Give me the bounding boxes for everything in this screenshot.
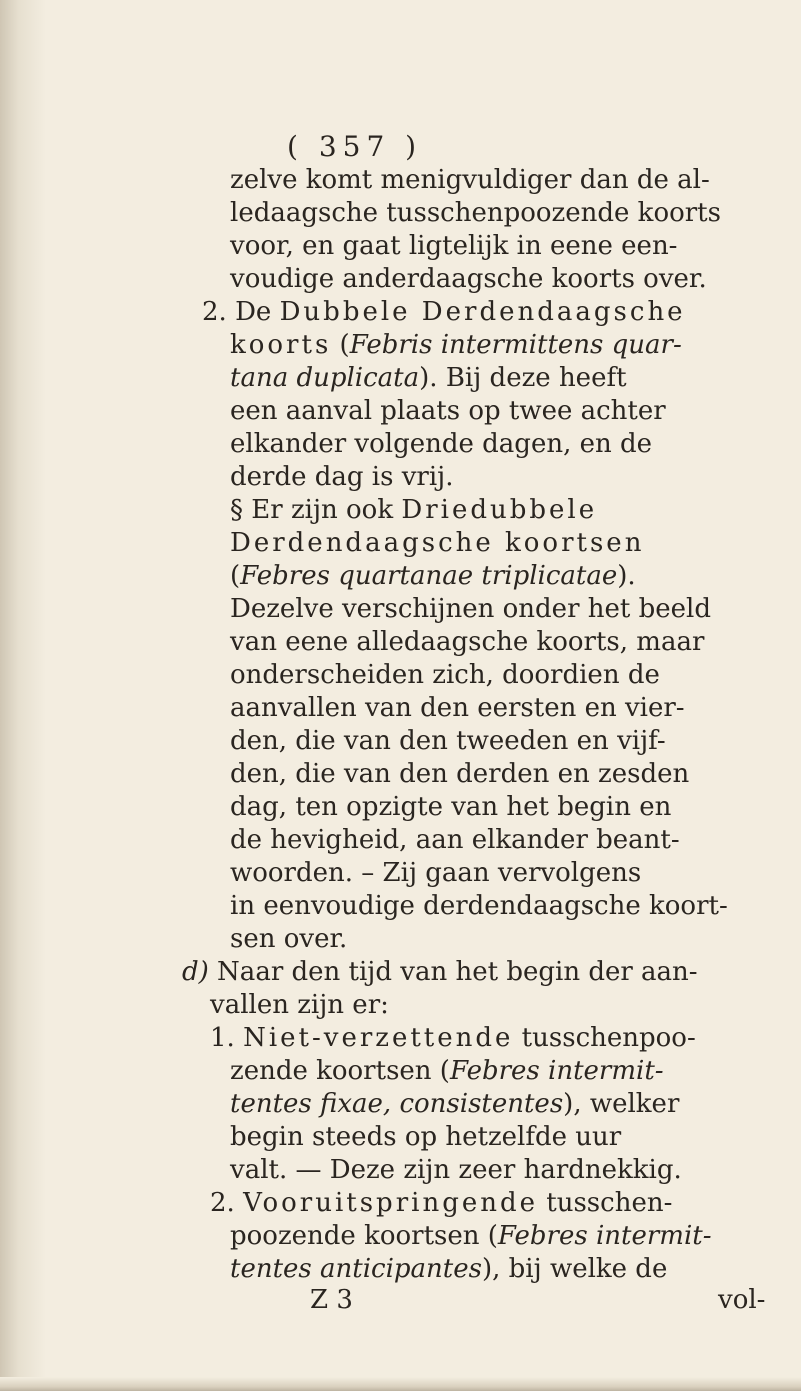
text-line: een aanval plaats op twee achter: [230, 396, 666, 426]
text-line: aanvallen van den eersten en vier-: [230, 693, 685, 723]
text-line: in eenvoudige derdendaagsche koort-: [230, 891, 728, 921]
text-line: van eene alledaagsche koorts, maar: [230, 627, 705, 657]
signature-mark: Z 3: [310, 1285, 353, 1315]
text-line: 2. De Dubbele Derdendaagsche: [202, 297, 686, 327]
page-edge: [0, 1377, 801, 1391]
text-line: woorden. – Zij gaan vervolgens: [230, 858, 642, 888]
text-line: koorts (Febris intermittens quar-: [230, 330, 682, 360]
text-line: voor, en gaat ligtelijk in eene een-: [230, 231, 678, 261]
text-line: den, die van den derden en zesden: [230, 759, 690, 789]
text-line: 1. Niet-verzettende tusschenpoo-: [210, 1023, 696, 1053]
page-gutter: [0, 0, 46, 1391]
text-line: begin steeds op hetzelfde uur: [230, 1122, 622, 1152]
text-line: zende koortsen (Febres intermit-: [230, 1056, 664, 1086]
catchword: vol-: [718, 1285, 766, 1315]
text-line: derde dag is vrij.: [230, 462, 454, 492]
text-line: (Febres quartanae triplicatae).: [230, 561, 636, 591]
text-line: ledaagsche tusschenpoozende koorts: [230, 198, 721, 228]
text-line: sen over.: [230, 924, 348, 954]
text-line: 2. Vooruitspringende tusschen-: [210, 1188, 673, 1218]
text-line: Derdendaagsche koortsen: [230, 528, 645, 558]
text-line: tentes anticipantes), bij welke de: [230, 1254, 668, 1284]
text-line: d) Naar den tijd van het begin der aan-: [182, 957, 698, 987]
text-line: tana duplicata). Bij deze heeft: [230, 363, 627, 393]
text-line: elkander volgende dagen, en de: [230, 429, 653, 459]
text-line: Dezelve verschijnen onder het beeld: [230, 594, 711, 624]
text-line: poozende koortsen (Febres intermit-: [230, 1221, 712, 1251]
text-line: tentes fixae, consistentes), welker: [230, 1089, 680, 1119]
text-line: valt. — Deze zijn zeer hardnekkig.: [230, 1155, 682, 1185]
text-line: voudige anderdaagsche koorts over.: [230, 264, 707, 294]
text-line: de hevigheid, aan elkander beant-: [230, 825, 680, 855]
text-line: den, die van den tweeden en vijf-: [230, 726, 666, 756]
text-line: § Er zijn ook Driedubbele: [230, 495, 598, 525]
page-number: ( 357 ): [287, 130, 423, 163]
text-line: onderscheiden zich, doordien de: [230, 660, 660, 690]
text-line: dag, ten opzigte van het begin en: [230, 792, 672, 822]
text-line: vallen zijn er:: [210, 990, 389, 1020]
text-line: zelve komt menigvuldiger dan de al-: [230, 165, 710, 195]
